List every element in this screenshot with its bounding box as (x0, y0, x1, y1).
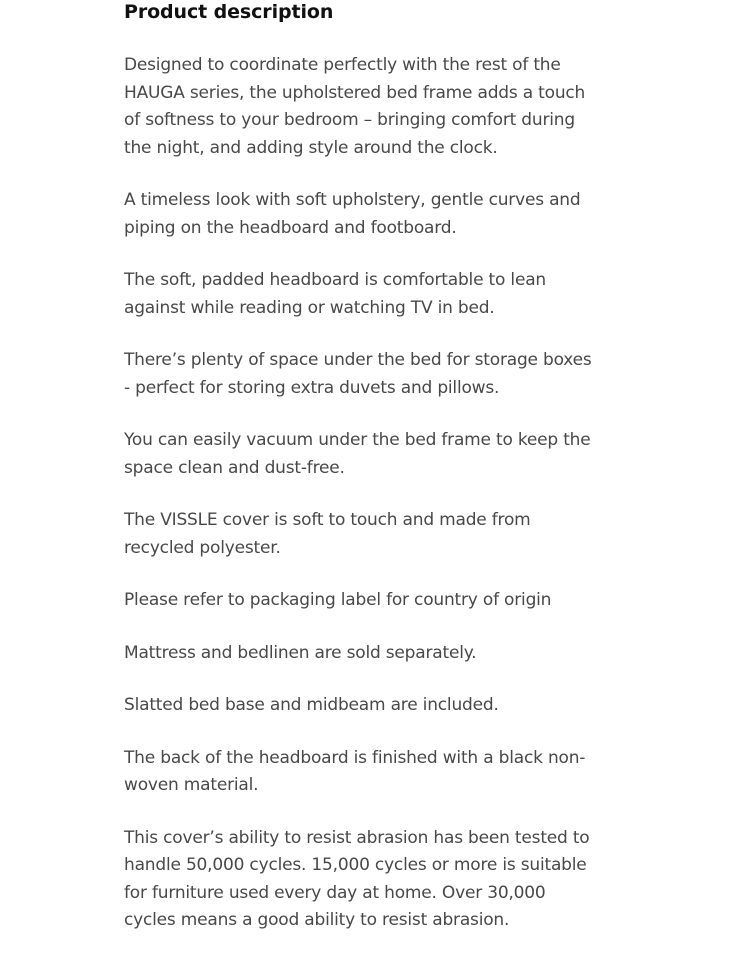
description-paragraph-3: The soft, padded headboard is comfortable to lean against while reading or watching TV in bed. (124, 270, 546, 318)
description-paragraph-11: This cover’s ability to resist abrasion has been tested to handle 50,000 cycles. 15,000 cycles or more is suitable for furniture used every day at home. Over 30,000 cycles means a good ability to resist abrasion. (124, 827, 590, 930)
description-paragraph-6: The VISSLE cover is soft to touch and made from recycled polyester. (124, 510, 531, 558)
description-paragraph-8: Mattress and bedlinen are sold separately. (124, 642, 477, 663)
description-paragraph-10: The back of the headboard is finished with a black non-woven material. (124, 747, 586, 795)
section-title: Product description (124, 1, 334, 23)
description-paragraph-9: Slatted bed base and midbeam are included. (124, 695, 499, 715)
product-description-section (124, 0, 594, 935)
description-paragraph-5: You can easily vacuum under the bed frame to keep the space clean and dust-free. (124, 430, 591, 478)
description-paragraph-1: Designed to coordinate perfectly with the rest of the HAUGA series, the upholstered bed frame adds a touch of softness to your bedroom – bringing comfort during the night, and adding style around the clock. (124, 55, 586, 158)
description-paragraph-7: Please refer to packaging label for country of origin (124, 590, 552, 610)
description-paragraph-4: There’s plenty of space under the bed for storage boxes - perfect for storing extra duvets and pillows. (124, 350, 592, 398)
description-paragraphs (124, 52, 594, 935)
description-paragraph-2: A timeless look with soft upholstery, gentle curves and piping on the headboard and footboard. (124, 190, 581, 238)
